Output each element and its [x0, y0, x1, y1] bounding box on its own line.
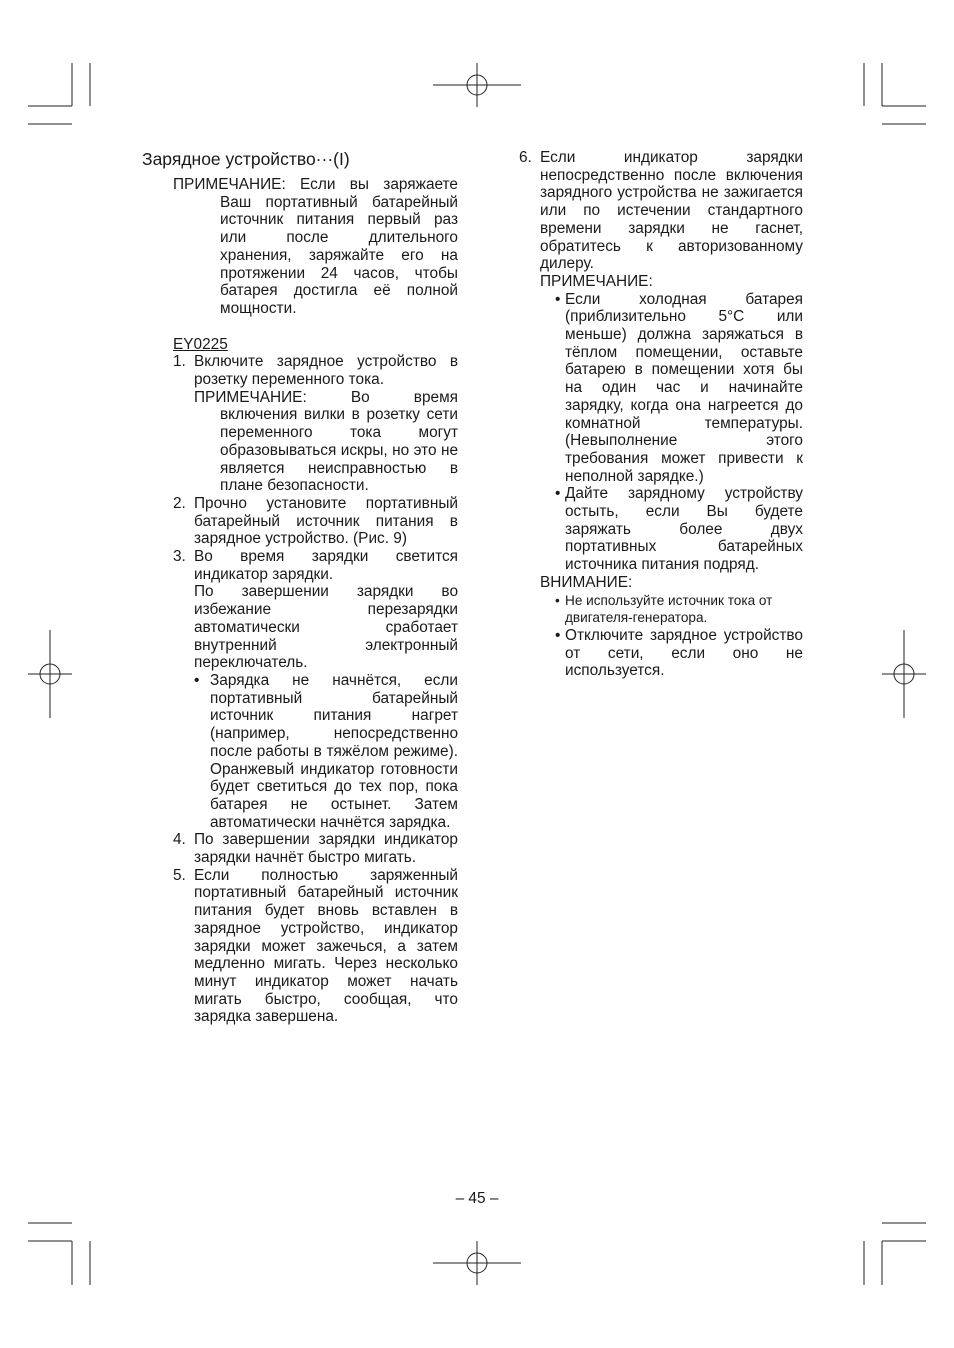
step-text: По завершении зарядки индикатор зарядки начнёт быстро мигать. — [194, 831, 458, 867]
bullet-text: Если холодная батарея (приблизительно 5°C или меньше) должна заряжаться в тёплом помещении, оставьте батарею в помещении хотя бы на один час и начинайте зарядку, когда она нагреется до комнатной температуры. (Невыполнение этого требования может привести к неполной зарядке.) — [565, 290, 803, 485]
step-number: 3. — [173, 548, 186, 566]
note-label: ПРИМЕЧАНИЕ: — [173, 176, 286, 193]
note-bullet-2 — [555, 485, 803, 574]
caution-bullet-1 — [555, 592, 803, 627]
step-3 — [173, 548, 458, 831]
note-text: Во время включения вилки в розетку сети переменного тока могут образовываться искры, но это не является неисправностью в плане безопасности. — [220, 388, 458, 495]
section-heading: Зарядное устройство···(I) — [142, 149, 350, 169]
step-text: Если полностью заряженный портативный батарейный источник питания будет вновь вставлен в зарядное устройство, индикатор зарядки может зажечься, а затем медленно мигать. Через несколько минут индикатор может начать мигать быстро, сообщая, что зарядка завершена. — [194, 866, 458, 1026]
note-text: Если вы заряжаете Ваш портативный батарейный источник питания первый раз или после длительного хранения, заряжайте его на протяжении 24 часов, чтобы батарея достигла её полной мощности. — [220, 176, 458, 317]
model-number: EY0225 — [173, 335, 228, 353]
step-number: 6. — [519, 149, 532, 166]
step-6 — [519, 149, 803, 273]
step-number: 5. — [173, 866, 186, 884]
step-text: Включите зарядное устройство в розетку переменного тока. — [194, 353, 458, 389]
step-5 — [173, 867, 458, 1026]
bullet-text: Дайте зарядному устройству остыть, если Вы будете заряжать более двух портативных батарейных источника питания подряд. — [565, 485, 803, 574]
bullet-mark: • — [194, 671, 200, 689]
bullet-text: Отключите зарядное устройство от сети, если оно не используется. — [565, 626, 803, 680]
step-2 — [173, 495, 458, 548]
step-text: Прочно установите портативный батарейный источник питания в зарядное устройство. (Рис. 9) — [194, 494, 458, 548]
note-label: ПРИМЕЧАНИЕ: — [194, 388, 307, 406]
step-text: Во время зарядки светится индикатор зарядки. — [194, 548, 458, 583]
step-1 — [173, 353, 458, 495]
note-bullet-1 — [555, 291, 803, 486]
step-bullet — [194, 672, 458, 831]
note-label: ПРИМЕЧАНИЕ: — [540, 272, 653, 290]
note-block — [540, 273, 803, 680]
bullet-mark: • — [555, 626, 561, 644]
step-4 — [173, 831, 458, 866]
step-number: 2. — [173, 494, 186, 512]
step-number: 4. — [173, 831, 186, 849]
note-charging-first-time — [173, 176, 458, 318]
page-number: – 45 – — [455, 1190, 499, 1207]
bullet-mark: • — [555, 290, 561, 308]
bullet-mark: • — [555, 485, 561, 503]
step-text-continued: По завершении зарядки во избежание перезарядки автоматически сработает внутренний электронный переключатель. — [194, 583, 458, 672]
bullet-mark: • — [555, 592, 560, 608]
step-text: Если индикатор зарядки непосредственно после включения зарядного устройства не зажигается или по истечении стандартного времени зарядки не гаснет, обратитесь к авторизованному дилеру. — [540, 149, 803, 273]
caution-label: ВНИМАНИЕ: — [540, 573, 633, 591]
step-note — [194, 389, 458, 495]
left-column — [142, 148, 458, 1026]
right-column — [519, 149, 803, 680]
step-number: 1. — [173, 353, 186, 371]
bullet-text: Зарядка не начнётся, если портативный батарейный источник питания нагрет (например, непосредственно после работы в тяжёлом режиме). Оранжевый индикатор готовности будет светиться до тех пор, пока батарея не остынет. Затем автоматически начнётся зарядка. — [210, 671, 458, 831]
caution-bullet-2 — [555, 627, 803, 680]
bullet-text: Не используйте источник тока от двигателя-генератора. — [565, 592, 773, 626]
